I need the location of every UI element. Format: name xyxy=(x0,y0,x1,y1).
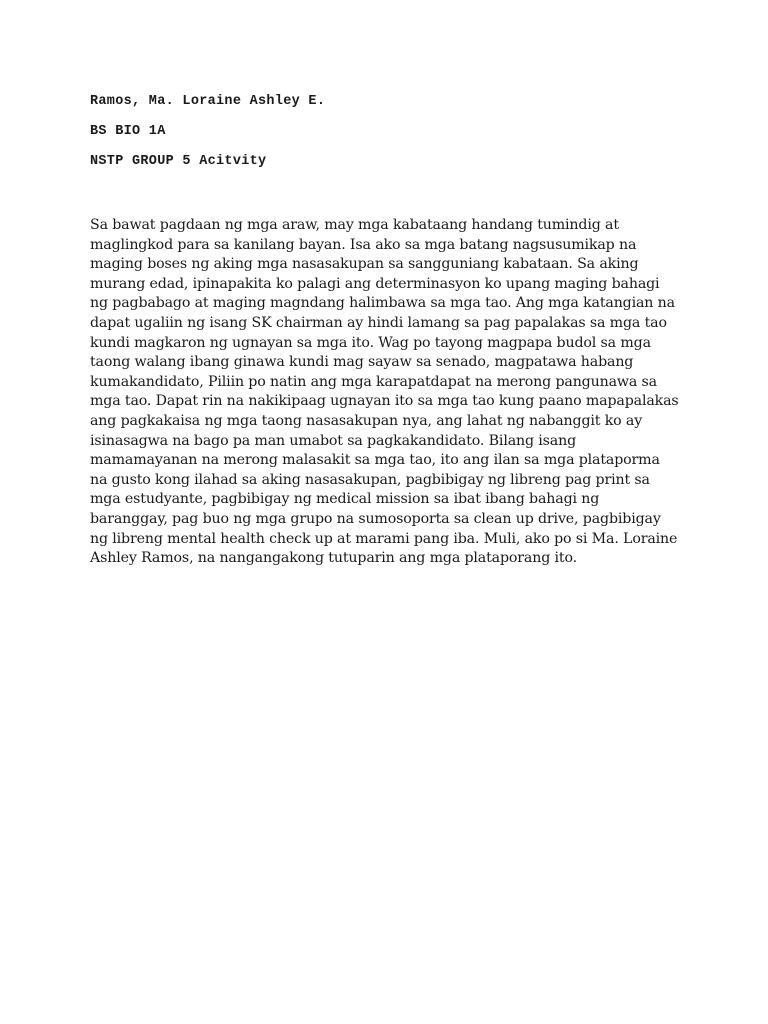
activity-title: NSTP GROUP 5 Acitvity xyxy=(90,154,267,169)
author-name: Ramos, Ma. Loraine Ashley E. xyxy=(90,94,326,109)
course-section: BS BIO 1A xyxy=(90,124,166,139)
essay-paragraph: Sa bawat pagdaan ng mga araw, may mga kabataang handang tumindig at maglingkod para sa kanilang bayan. Isa ako sa mga batang nagsusumikap na maging boses ng aking mga nasasakupan sa sangguniang kabataan. Sa aking murang edad, ipinapakita ko palagi ang determinasyon ko upang maging bahagi ng pagbabago at maging magndang halimbawa sa mga tao. Ang mga katangian na dapat ugaliin ng isang SK chairman ay hindi lamang sa pag papalakas sa mga tao kundi magkaron ng ugnayan sa mga ito. Wag po tayong magpapa budol sa mga taong walang ibang ginawa kundi mag sayaw sa senado, magpatawa habang kumakandidato, Piliin po natin ang mga karapatdapat na merong pangunawa sa mga tao. Dapat rin na nakikipaag ugnayan ito sa mga tao kung paano mapapalakas ang pagkakaisa ng mga taong nasasakupan nya, ang lahat ng nabanggit ko ay isinasagwa na bago pa man umabot sa pagkakandidato. Bilang isang mamamayanan na merong malasakit sa mga tao, ito ang ilan sa mga plataporma na gusto kong ilahad sa aking nasasakupan, pagbibigay ng libreng pag print sa mga estudyante, pagbibigay ng medical mission sa ibat ibang bahagi ng baranggay, pag buo ng mga grupo na sumosoporta sa clean up drive, pagbibigay ng libreng mental health check up at marami pang iba. Muli, ako po si Ma. Loraine Ashley Ramos, na nangangakong tutuparin ang mga plataporang ito. xyxy=(90,217,679,567)
